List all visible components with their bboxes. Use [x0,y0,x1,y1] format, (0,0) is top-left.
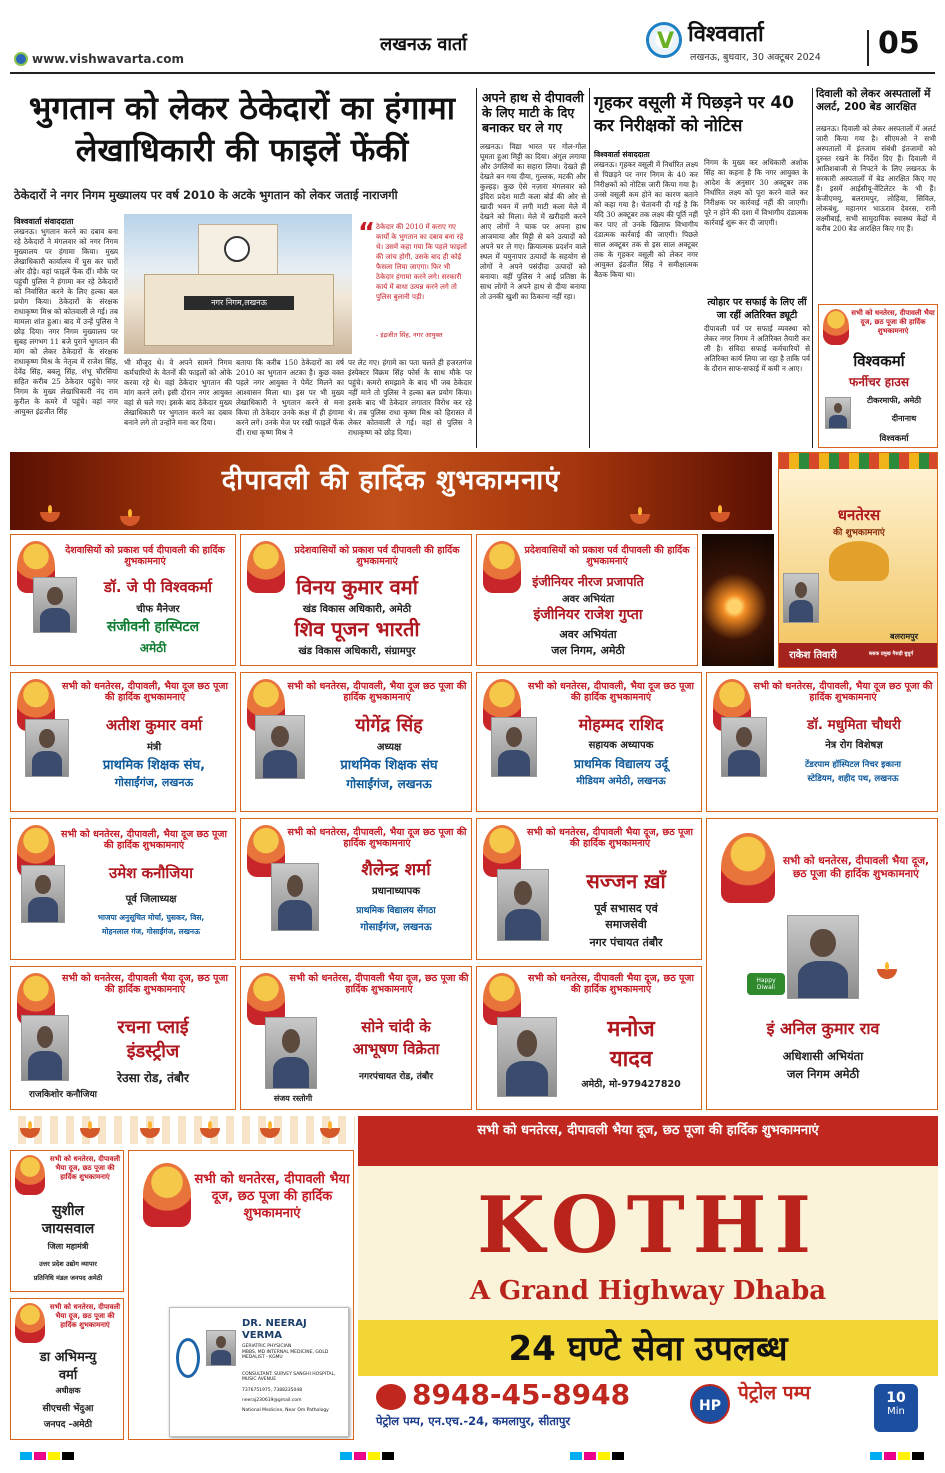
phone-icon [376,1384,406,1410]
quote-text: ठेकेदार की 2010 में कराए गए कार्यों के भुगतान का दबाव बना रहे थे। उसमें कहा गया कि पहले फाइलों की जांच होगी, उसके बाद ही कोई फैसला लिया जाएगा। फिर भी ठेकेदार हंगामा करने लगे। सरकारी कार्य में बाधा उत्पन्न करने लगे तो पुलिस बुलानी पड़ी। [376,223,467,301]
ad-sajjan-khan: सभी को धनतेरस, दीपावली भैया दूज, छठ पूजा की हार्दिक शुभकामनाएं सज्जन ख़ाँ पूर्व सभासद एवं समाजसेवी नगर पंचायत तंबौर [476,818,702,960]
decor-strip [10,1116,355,1144]
ad-sushil-jaiswal: सभी को धनतेरस, दीपावली भैया दूज, छठ पूजा की हार्दिक शुभकामनाएं सुशील जायसवाल जिला महामंत्री उत्तर प्रदेश उद्योग व्यापार प्रतिनिधि मंडल जनपद अमेठी [10,1150,124,1292]
story2-text: लखनऊ। विद्या भारत पर गोल-गोल घूमता हुआ मिट्टी का दिया। अंगुल लगाया और उंगलियों का सहारा लिया। देखते ही देखते बन गया दीया, गुल्लक, मटकी और कुल्हड़। कुछ ऐसे नज़ारा मंगलवार को इंदिरा प्रदेश माटी कला बोर्ड की ओर से खादी भवन में लगी माटी कला मेले में देखने को मिला। मेले में खरीदारी करने आए लोगों ने चाक पर अपना हाथ आजमाया और मिट्टी से बने उत्पादों को अपने घर ले गए। क्रियात्मक प्रदर्शन वाले स्थल में यमुनापार उत्पादों के सहयोग से लोगों ने अपने पसंदीदा उत्पादों को बनाया। वहीं पुलिस ने आई प्रतिष्ठा के साथ लोगों ने अपने हाथ से दीया बनाया तो उनकी खुशी का ठिकाना नहीं रहा। [480,142,586,301]
ad-manoj-yadav: सभी को धनतेरस, दीपावली भैया दूज, छठ पूजा की हार्दिक शुभकामनाएं मनोज यादव अमेठी, मो-979427820 [476,966,702,1110]
brand-name: विश्ववार्ता [688,22,764,47]
pump-address: पेट्रोल पम्प, एन.एच.-24, कमलापुर, सीतापुर [376,1414,571,1428]
stethoscope-icon [176,1338,200,1378]
quote-icon: “ [358,218,376,248]
lead-column-3: बताया कि करीब 150 ठेकेदारों का वर्ष 2010 का भुगतान अटका है। कुछ वक्त पहले नगर आयुक्त ने पेमेंट मिलने का आश्वासन मिला था। इस पर भी मुख्य लेखाधिकारी ने भुगतान करने से मना किया तो ठेकेदार उनके कक्ष में ही हंगामा करने लगे। उनके मेज पर रखी फाइलें फेंक दीं। राधा कृष्ण मिश्र ने [236,358,344,437]
story3-headline: गृहकर वसूली में पिछड़ने पर 40 कर निरीक्षकों को नोटिस [594,93,795,136]
lead-photo [124,214,352,354]
service-banner: 24 घण्टे सेवा उपलब्ध [508,1329,788,1369]
ad-shailendra-sharma: सभी को धनतेरस, दीपावली, भैया दूज छठ पूजा की हार्दिक शुभकामनाएं शैलेन्द्र शर्मा प्रधानाध्यापक प्राथमिक विद्यालय सेंगठा गोसाईंगंज, लखनऊ [240,818,472,960]
ad-sone-chandi: सभी को धनतेरस, दीपावली भैया दूज, छठ पूजा की हार्दिक शुभकामनाएं सोने चांदी के आभूषण विक्रेता नगरपंचायत रोड, तंबौर संजय रस्तोगी [240,966,472,1110]
ad-dhanteras-poster: धनतेरस की शुभकामनाएं बलरामपुर राकेश तिवारी ब्लाक प्रमुख गैसड़ी बुधुर्ग [778,452,938,668]
story5-headline: दिवाली को लेकर अस्पतालों में अलर्ट, 200 बेड आरक्षित [816,88,931,113]
brand-logo-icon: V [646,22,682,58]
story4-headline: त्योहार पर सफाई के लिए लीं जा रहीं अतिरिक्त ड्यूटी [707,297,807,321]
diwali-banner [10,452,772,530]
ad-dr-neeraj-verma: सभी को धनतेरस, दीपावली भैया दूज, छठ पूजा की हार्दिक शुभकामनाएं DR. NEERAJ VERMA GERIATRIC PHYSICIAN MBBS, MD INTERNAL MEDICINE, GOLD MEDALIST - KGMU CONSULTANT: SURVEY SANGHI HOSPITAL, MUSIC AVENUE 7376751975, 7388235048 neeraj230619@gmail.com National Medicine, Near Om Pathology [128,1150,354,1440]
lead-deck: ठेकेदारों ने नगर निगम मुख्यालय पर वर्ष 2010 के अटके भुगतान को लेकर जताई नाराजगी [14,188,398,202]
masthead [0,0,945,80]
banner-text: दीपावली की हार्दिक शुभकामनाएं [221,465,561,496]
quote-attribution: - इंद्रजीत सिंह, नगर आयुक्त [376,331,443,339]
story3-column-1: लखनऊ। गृहकर वसूली में निर्धारित लक्ष्य से पिछड़ने पर नगर निगम के 40 कर निरीक्षकों को नोटिस जारी किया गया है। उनसे वसूली कम होने का कारण बताने को कहा गया है। चेतावनी दी गई है कि यदि 30 अक्टूबर तक लक्ष्य की पूर्ति नहीं कर पाए तो उनके खिलाफ विभागीय दंडात्मक कार्रवाई की जाएगी। पिछले साल अक्टूबर तक से इस साल अक्टूबर तक के गृहकर वसूली को लेकर नगर आयुक्त इंद्रजीत सिंह ने समीक्षात्मक बैठक किया था। [594,160,698,279]
section-name: लखनऊ वार्ता [380,34,467,55]
ad-umesh-kanaujiya: सभी को धनतेरस, दीपावली, भैया दूज छठ पूजा की हार्दिक शुभकामनाएं उमेश कनौजिया पूर्व जिलाध्यक्ष भाजपा अनुसूचित मोर्चा, घुसकर, विस, मोहनलाल गंज, गोसाईंगंज, लखनऊ [10,818,236,960]
ad-vishwakarma: सभी को धनतेरस, दीपावली भैया दूज, छठ पूजा की हार्दिक शुभकामनाएं विश्वकर्मा फर्नीचर हाउस टीकरमाफी, अमेठी दीनानाथ विश्वकर्मा [818,304,938,448]
ad-dr-abhimanyu-verma: सभी को धनतेरस, दीपावली भैया दूज, छठ पूजा की हार्दिक शुभकामनाएं डा अभिमन्यु वर्मा अधीक्षक सीएचसी भेंदुआ जनपद -अमेठी [10,1298,124,1440]
story3-byline: विश्ववार्ता संवाददाता [594,150,650,159]
lead-byline: विश्ववार्ता संवाददाता [14,217,74,226]
lead-column-1: लखनऊ। भुगतान करने का दबाव बना रहे ठेकेदारों ने मंगलवार को नगर निगम मुख्यालय पर हंगामा किया। मुख्य लेखाधिकारी कार्यालय में घुस कर चारों ओर दौड़े। वहां फाइलें फेंक दीं। मौके पर पहुंची पुलिस ने हंगामा कर रहे ठेकेदारों को निर्वासित करने के लिए हल्का बल प्रयोग किया। ठेकेदारों के संरक्षक राधाकृष्ण मिश्र को कोतवाली ले गई। तब मामला शांत हुआ। बाद में उन्हें पुलिस ने छोड़ दिया। नगर निगम मुख्यालय पर सुबह लगभग 11 बजे पुराने भुगतान की मांग को लेकर ठेकेदारों के संरक्षक राधाकृष्ण मिश्र के नेतृत्व में राजेश सिंह, देवेंद्र सिंह, बबलू सिंह, शंभू चौरसिया सहित करीब 25 ठेकेदार पहुंचे। नगर निगम के मुख्य लेखाधिकारी नंद राम कुरील के कमरे में पहुंचे। वहां नगर आयुक्त इंद्रजीत सिंह [14,227,118,416]
kothi-tagline: A Grand Highway Dhaba [469,1276,827,1306]
ad-anil-kumar-rao: सभी को धनतेरस, दीपावली भैया दूज, छठ पूजा की हार्दिक शुभकामनाएं Happy Diwali इं अनिल कुमार राव अधिशासी अभियंता जल निगम अमेठी [706,818,938,1110]
dateline: लखनऊ, बुधवार, 30 अक्टूबर 2024 [690,52,821,63]
ad-title: विश्वकर्मा [853,352,905,370]
lead-headline-2: लेखाधिकारी की फाइलें फेंकीं [75,131,409,169]
site-url[interactable]: www.vishwavarta.com [32,52,184,66]
lead-column-4: पर लेट गए। हंगामे का पता चलते ही हजरतगंज इंस्पेक्टर विक्रम सिंह फोर्स के साथ मौके पर पहुंचे। कमरो समझाने के बाद भी जब ठेकेदार नहीं माने तो पुलिस ने हल्का बल प्रयोग किया। इसके बाद भी ठेकेदार लगातार विरोध कर रहे थे। तब पुलिस राधा कृष्ण मिश्र को हिरासत में लेकर कोतवाली ले गई। वहां से पुलिस ने राधाकृष्ण को छोड़ दिया। [348,358,472,437]
story5-text: लखनऊ। दिवाली को लेकर अस्पतालों में अलर्ट जारी किया गया है। सीएमओ ने सभी अस्पतालों में इंतजाम संबंधी इंतजामों को दुरुस्त रखने के निर्देश दिए हैं। दिवाली में आतिशबाजी से निपटने के लिए लखनऊ के सरकारी अस्पतालों में बेड आरक्षित किए गए हैं। इसमें आईसीयू-वेंटिलेटर के भी हैं। केजीएमयू, बलरामपुर, लोहिया, सिविल, लोकबंधु, महानगर भाऊराव देवरस, रानी लक्ष्मीबाई, सभी सामुदायिक स्वास्थ्य केंद्रों में करीब 200 बेड आरक्षित किए गए हैं। [816,124,936,233]
happy-diwali-badge: Happy Diwali [747,973,785,995]
hp-logo-icon: HP [690,1384,730,1424]
globe-icon [14,52,28,66]
diwali-night-photo [702,534,774,666]
print-registration-bar [10,1452,935,1464]
story3-column-2: निगम के मुख्य कर अधिकारी अशोक सिंह का कहना है कि नगर आयुक्त के आदेश के अनुसार 30 अक्टूबर तक निर्धारित लक्ष्य को पूरा करने वाले कर निरीक्षक पर कार्रवाई नहीं की जाएगी। पूरे न होने की दशा में विभागीय दंडात्मक कार्रवाई शुरू कर दी जाएगी। [704,158,808,227]
story4-text: दीपावली पर्व पर सफाई व्यवस्था को लेकर नगर निगम ने अतिरिक्त तैयारी कर ली है। संविदा सफाई कर्मचारियों से अतिरिक्त कार्य लिया जा रहा है ताकि पर्व के दौरान साफ-सफाई में कमी न आए। [704,324,810,373]
lead-headline-1: भुगतान को लेकर ठेकेदारों का हंगामा [28,89,456,127]
ad-rachna-ply: सभी को धनतेरस, दीपावली भैया दूज, छठ पूजा की हार्दिक शुभकामनाएं रचना प्लाई इंडस्ट्रीज रेउसा रोड, तंबौर राजकिशोर कनौजिया [10,966,236,1110]
ad-dr-jp-vishwakarma: देशवासियों को प्रकाश पर्व दीपावली की हार्दिक शुभकामनाएं डॉ. जे पी विश्वकर्मा चीफ मैनेजर संजीवनी हास्पिटल अमेठी [10,534,236,666]
ad-dr-madhumita-chaudhary: सभी को धनतेरस, दीपावली, भैया दूज छठ पूजा की हार्दिक शुभकामनाएं डॉ. मधुमिता चौधरी नेत्र रोग विशेषज्ञ टेंडरपाम हॉस्पिटल निचर इकाना स्टेडियम, शहीद पथ, लखनऊ [706,672,938,812]
story2-headline: अपने हाथ से दीपावली के लिए माटी के दिए बनाकर घर ले गए [482,90,584,135]
building-sign: नगर निगम,लखनऊ [184,296,294,310]
ad-yogendra-singh: सभी को धनतेरस, दीपावली, भैया दूज छठ पूजा की हार्दिक शुभकामनाएं योगेंद्र सिंह अध्यक्ष प्राथमिक शिक्षक संघ गोसाईंगंज, लखनऊ [240,672,472,812]
phone-number[interactable]: 8948-45-8948 [412,1378,631,1411]
quote-box [356,214,472,354]
ad-kothi-dhaba: सभी को धनतेरस, दीपावली भैया दूज, छठ पूजा की हार्दिक शुभकामनाएं KOTHI A Grand Highway Dhaba 24 घण्टे सेवा उपलब्ध 8948-45-8948 पेट्रोल पम्प, एन.एच.-24, कमलापुर, सीतापुर HP पेट्रोल पम्प 10 Min [358,1116,938,1440]
lead-column-2: भी मौजूद थे। वे अपने सामने निगम कर्मचारियों के वेतनों की फाइलों को ओके करवा रहे थे। वहां ठेकेदार भुगतान की मांग करने लगे। इसी दौरान नगर आयुक्त वहां से चले गए। इसके बाद ठेकेदार मुख्य लेखाधिकारी पर भुगतान करने का दबाव बनाने लगे तो उन्होंने मना कर दिया। [124,358,232,427]
ad-atish-kumar-verma: सभी को धनतेरस, दीपावली, भैया दूज छठ पूजा की हार्दिक शुभकामनाएं अतीश कुमार वर्मा मंत्री प्राथमिक शिक्षक संघ, गोसाईंगंज, लखनऊ [10,672,236,812]
ad-vinay-kumar-verma: प्रदेशवासियों को प्रकाश पर्व दीपावली की हार्दिक शुभकामनाएं विनय कुमार वर्मा खंड विकास अधिकारी, अमेठी शिव पूजन भारती खंड विकास अधिकारी, संग्रामपुर [240,534,472,666]
page-number: 05 [878,26,920,61]
time-badge: 10 Min [874,1384,918,1432]
visiting-card: DR. NEERAJ VERMA GERIATRIC PHYSICIAN MBBS, MD INTERNAL MEDICINE, GOLD MEDALIST - KGMU CONSULTANT: SURVEY SANGHI HOSPITAL, MUSIC AVENUE 7376751975, 7388235048 neeraj230619@gmail.com National Medicine, Near Om Pathology [169,1307,349,1437]
ad-neeraj-prajapati: प्रदेशवासियों को प्रकाश पर्व दीपावली की हार्दिक शुभकामनाएं इंजीनियर नीरज प्रजापति अवर अभियंता इंजीनियर राजेश गुप्ता अवर अभियंता जल निगम, अमेठी [476,534,698,666]
kothi-logo: KOTHI [477,1180,819,1271]
ad-mohammad-rashid: सभी को धनतेरस, दीपावली, भैया दूज छठ पूजा की हार्दिक शुभकामनाएं मोहम्मद राशिद सहायक अध्यापक प्राथमिक विद्यालय उर्दू मीडियम अमेठी, लखनऊ [476,672,702,812]
pump-label: पेट्रोल पम्प [738,1382,811,1404]
